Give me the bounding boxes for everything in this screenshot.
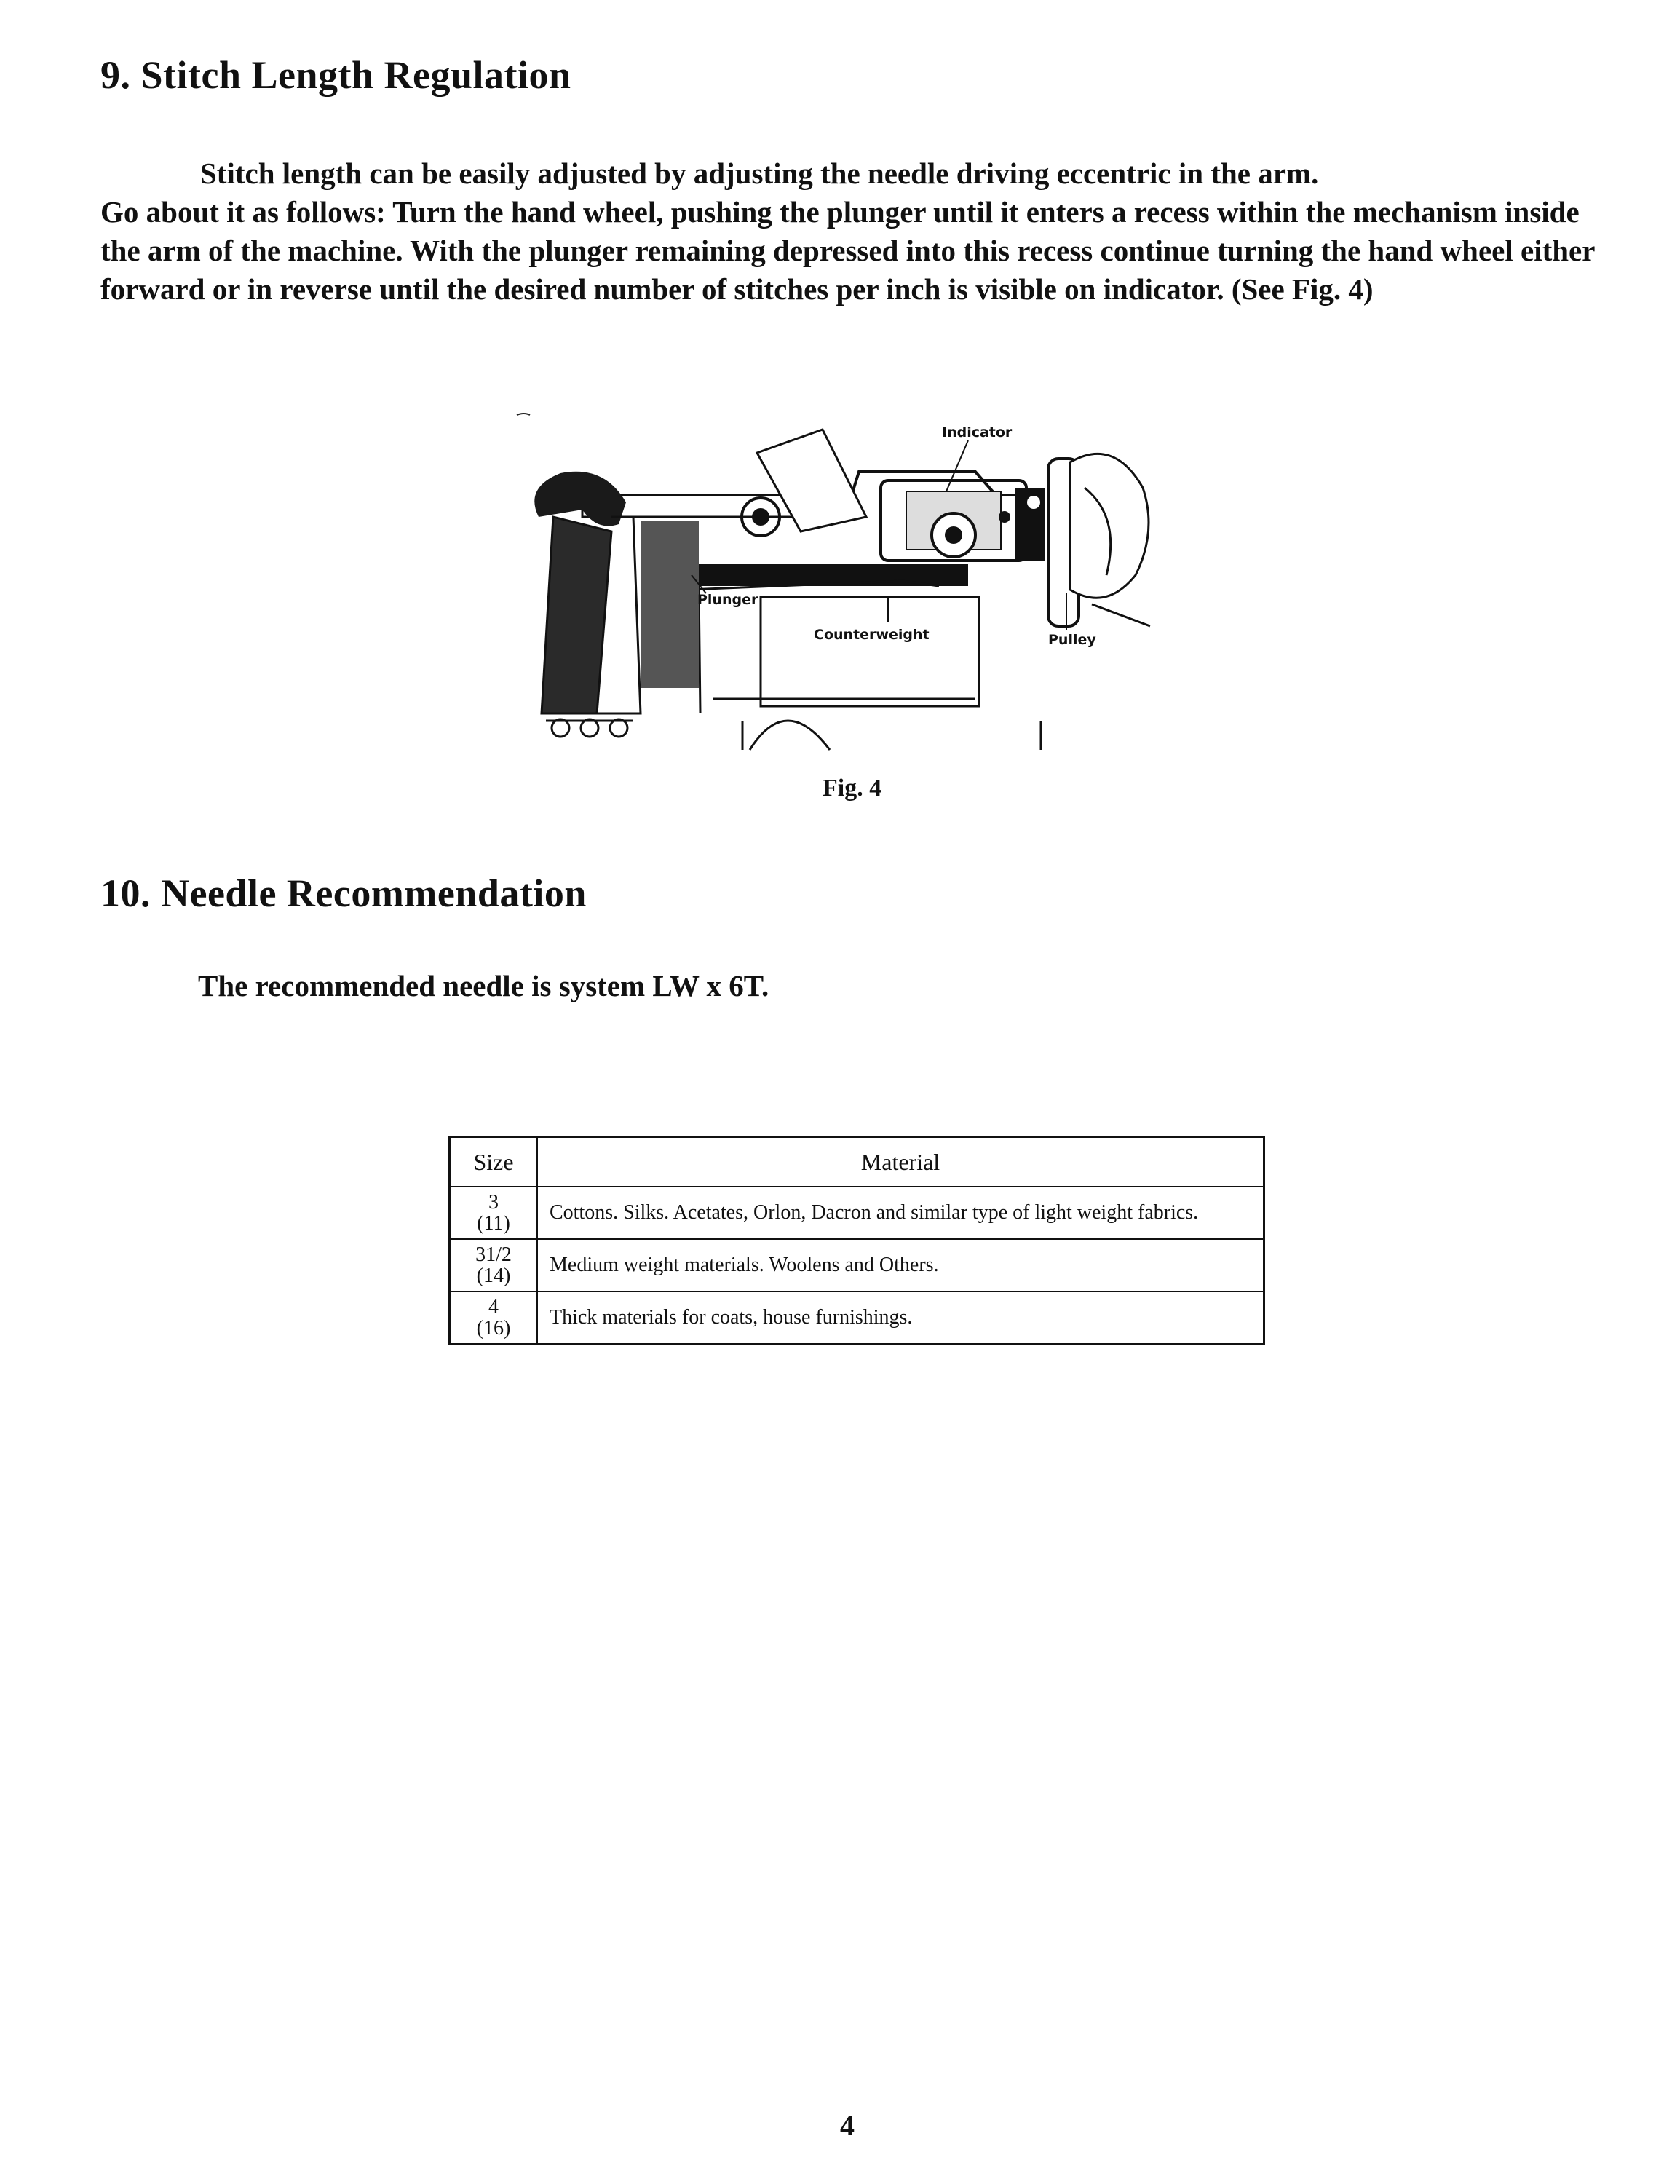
material-cell: Thick materials for coats, house furnishings. <box>537 1291 1264 1345</box>
left-cover-plate <box>542 517 611 713</box>
label-indicator: Indicator <box>942 424 1013 440</box>
stitch-length-paragraph <box>100 154 1600 309</box>
label-pulley: Pulley <box>1048 632 1096 648</box>
pulley-screw <box>1026 495 1041 510</box>
size-value: 4 <box>488 1296 499 1318</box>
base-arch <box>750 721 830 750</box>
size-cell <box>450 1291 538 1345</box>
size-value: 3 <box>488 1191 499 1214</box>
table-row <box>450 1239 1264 1291</box>
table-header-row <box>450 1137 1264 1187</box>
size-cell <box>450 1239 538 1291</box>
scan-artifact <box>517 414 530 415</box>
size-alt-value: (14) <box>476 1265 511 1287</box>
right-hand-wrist <box>1092 604 1150 626</box>
indicator-dial-center <box>945 526 962 544</box>
label-plunger: Plunger <box>697 592 758 608</box>
base-legs <box>742 721 1041 750</box>
material-cell: Cottons. Silks. Acetates, Orlon, Dacron and similar type of light weight fabrics. <box>537 1187 1264 1239</box>
left-foot-3 <box>610 719 627 737</box>
figure-4-illustration <box>510 408 1186 757</box>
size-alt-value: (11) <box>477 1212 510 1235</box>
center-screw-inner <box>752 508 769 526</box>
paragraph-rest: Go about it as follows: Turn the hand wheel, pushing the plunger until it enters a recess within the mechanism inside the arm of the machine. With the plunger remaining depressed into this recess continue turning the hand wheel either forward or in reverse until the desired number of stitches per inch is visible on indicator. (See Fig. 4) <box>100 195 1595 306</box>
header-material: Material <box>537 1137 1264 1187</box>
section-10-heading: 10. Needle Recommendation <box>100 871 587 915</box>
left-inner-panel <box>641 521 699 688</box>
table-row <box>450 1291 1264 1345</box>
needle-size-table <box>448 1136 1265 1345</box>
section-9-heading: 9. Stitch Length Regulation <box>100 53 571 97</box>
left-foot-2 <box>581 719 598 737</box>
sewing-machine-drawing <box>510 408 1186 757</box>
size-alt-value: (16) <box>476 1317 511 1340</box>
figure-caption: Fig. 4 <box>823 775 882 802</box>
page-number: 4 <box>840 2109 855 2142</box>
indicator-screw <box>999 511 1010 523</box>
header-size: Size <box>450 1137 538 1187</box>
paragraph-first-line: Stitch length can be easily adjusted by adjusting the needle driving eccentric in the arm. <box>200 157 1319 190</box>
size-cell <box>450 1187 538 1239</box>
material-cell: Medium weight materials. Woolens and Others. <box>537 1239 1264 1291</box>
size-value: 31/2 <box>475 1243 512 1266</box>
table-row <box>450 1187 1264 1239</box>
needle-recommendation-paragraph: The recommended needle is system LW x 6T. <box>198 969 769 1002</box>
indicator-leader-line <box>946 440 968 491</box>
left-foot-1 <box>552 719 569 737</box>
label-counterweight: Counterweight <box>814 627 930 643</box>
counterweight-box <box>761 597 979 706</box>
